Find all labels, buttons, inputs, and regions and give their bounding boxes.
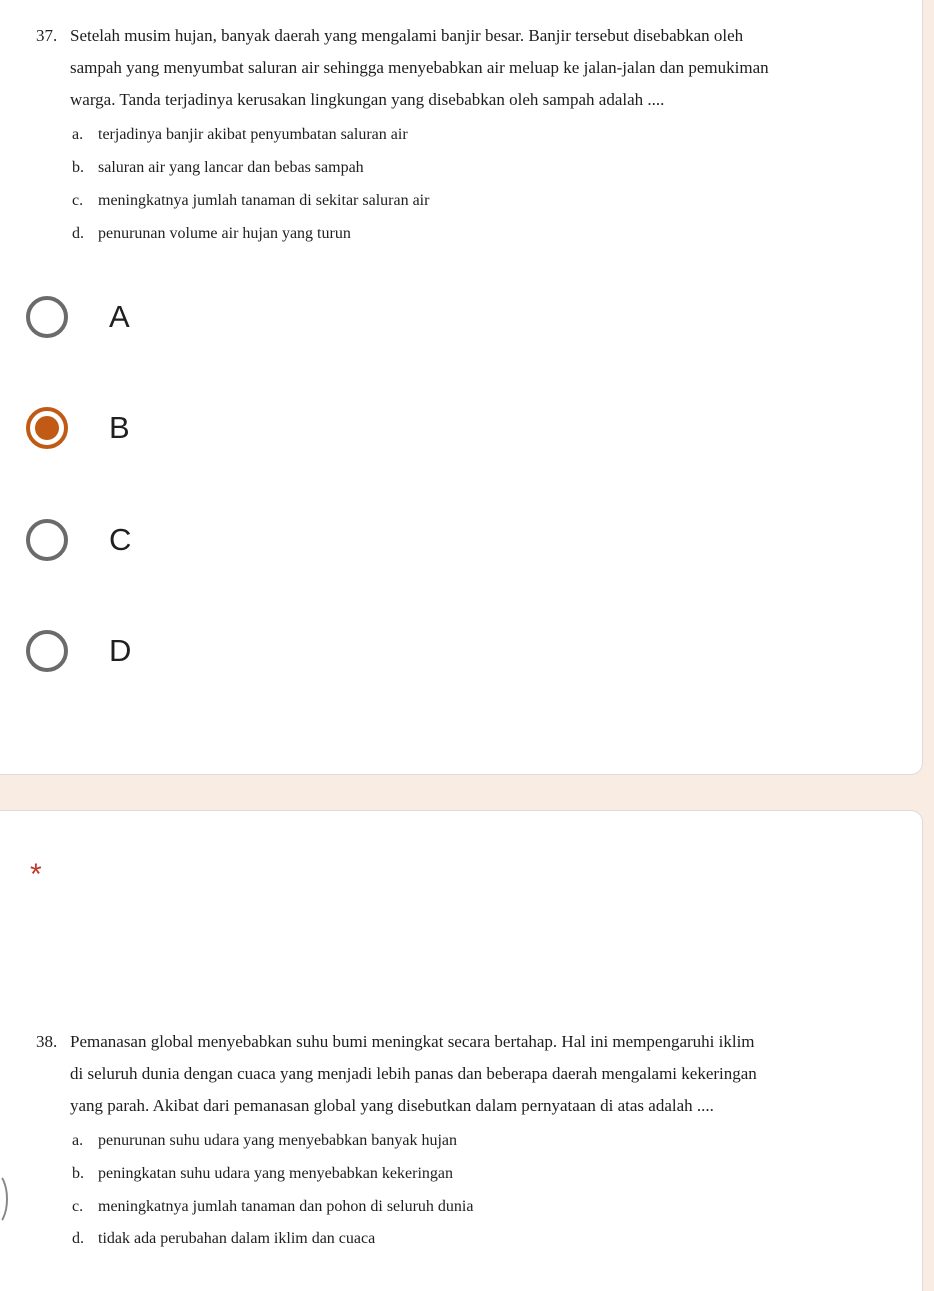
question-37-text (36, 20, 769, 116)
radio-a[interactable] (26, 296, 68, 338)
question-line: Setelah musim hujan, banyak daerah yang mengalami banjir besar. Banjir tersebut disebabkan oleh (70, 26, 744, 45)
radio-c[interactable] (26, 519, 68, 561)
choice-c-row[interactable] (26, 514, 131, 566)
question-line: yang parah. Akibat dari pemanasan global yang disebutkan dalam pernyataan di atas adalah .... (70, 1096, 714, 1115)
option-d (72, 217, 351, 250)
question-line: sampah yang menyumbat saluran air sehingga menyebabkan air meluap ke jalan-jalan dan pemukiman (70, 58, 769, 77)
option-letter: d. (72, 1230, 84, 1247)
choice-b-label[interactable]: B (109, 410, 130, 445)
option-text: penurunan suhu udara yang menyebabkan banyak hujan (98, 1132, 457, 1149)
option-letter: b. (72, 159, 84, 176)
option-b (72, 151, 364, 184)
option-text: terjadinya banjir akibat penyumbatan saluran air (98, 126, 408, 143)
radio-b-selected[interactable] (26, 407, 68, 449)
radio-d[interactable] (26, 630, 68, 672)
option-letter: c. (72, 192, 84, 209)
option-a (72, 1124, 457, 1157)
option-text: peningkatan suhu udara yang menyebabkan kekeringan (98, 1165, 453, 1182)
radio-selected-dot (35, 416, 59, 440)
option-text: penurunan volume air hujan yang turun (98, 225, 351, 242)
question-line: di seluruh dunia dengan cuaca yang menjadi lebih panas dan beberapa daerah mengalami kekeringan (70, 1064, 757, 1083)
choice-c-label[interactable]: C (109, 522, 132, 557)
option-letter: a. (72, 126, 84, 143)
choice-a-label[interactable]: A (109, 299, 130, 334)
option-letter: c. (72, 1198, 84, 1215)
choice-a-row[interactable] (26, 291, 130, 343)
question-line: Pemanasan global menyebabkan suhu bumi meningkat secara bertahap. Hal ini mempengaruhi iklim (70, 1032, 755, 1051)
option-d (72, 1222, 375, 1255)
question-number: 37. (36, 26, 58, 45)
option-text: tidak ada perubahan dalam iklim dan cuaca (98, 1230, 376, 1247)
option-b (72, 1157, 453, 1190)
option-letter: d. (72, 225, 84, 242)
option-c (72, 1190, 473, 1223)
question-number: 38. (36, 1032, 58, 1051)
option-text: saluran air yang lancar dan bebas sampah (98, 159, 364, 176)
choice-d-label[interactable]: D (109, 633, 132, 668)
question-line: warga. Tanda terjadinya kerusakan lingkungan yang disebabkan oleh sampah adalah .... (70, 90, 665, 109)
option-a (72, 118, 408, 151)
question-38-text (36, 1026, 757, 1122)
option-letter: a. (72, 1132, 84, 1149)
option-c (72, 184, 429, 217)
option-letter: b. (72, 1165, 84, 1182)
choice-b-row[interactable] (26, 402, 130, 454)
option-text: meningkatnya jumlah tanaman dan pohon di seluruh dunia (98, 1198, 474, 1215)
required-asterisk: * (30, 858, 42, 891)
choice-d-row[interactable] (26, 625, 131, 677)
option-text: meningkatnya jumlah tanaman di sekitar saluran air (98, 192, 430, 209)
